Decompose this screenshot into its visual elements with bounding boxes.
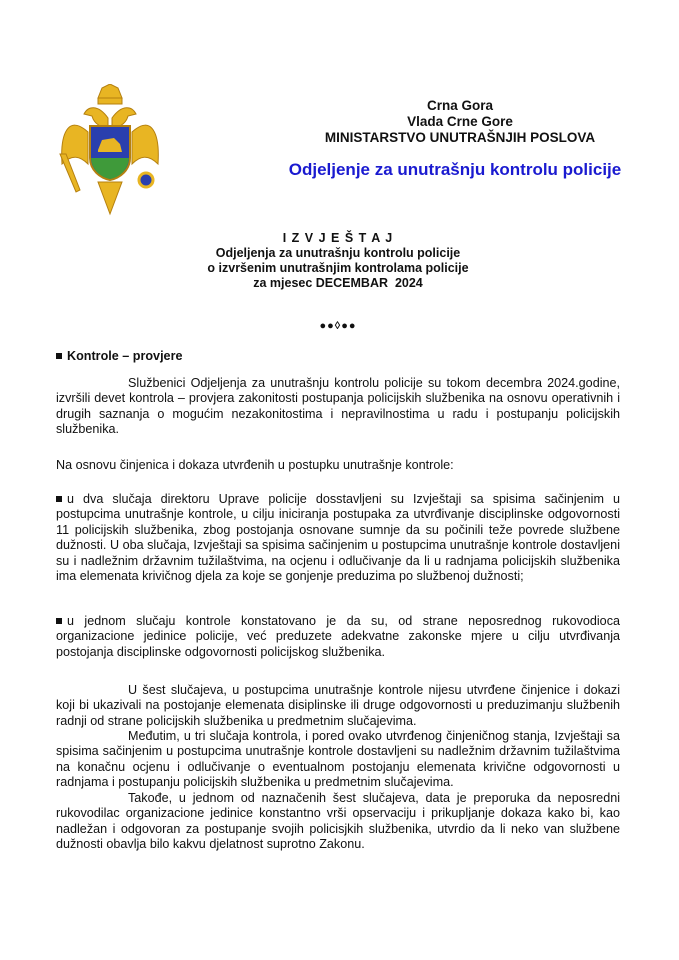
report-subtitle-1: Odjeljenja za unutrašnju kontrolu policije (215, 246, 461, 260)
bullet-square-icon (56, 618, 62, 624)
report-title-block (56, 231, 620, 291)
section-heading-text: Kontrole – provjere (67, 349, 183, 363)
section-heading (56, 349, 620, 364)
department-name: Odjeljenje za unutrašnju kontrolu policije (288, 160, 622, 179)
country-name: Crna Gora (426, 98, 494, 113)
paragraph-three-cases: Međutim, u tri slučaja kontrola, i pored ovako utvrđenog činjeničnog stanja, Izvještaji sa spisima sačinjenim u postupcima unutrašnje kontrole dostavljeni su nadležnim državnim tužilaštvima na konačnu ocjenu i odlučivanje o eventualnom postojanju elemenata krivične odgovornosti u radnjama i postupanju policijskih službenika u predmetnim slučajevima. (56, 729, 620, 790)
bullet-item-1-text: u dva slučaja direktoru Uprave policije dosstavljeni su Izvještaji sa spisima sačinjenim u postupcima unutrašnje kontrole, u cilju iniciranja postupaka za utvrđivanje disciplinske odgovornosti 11 policijskih službenika, zbog postojanja osnovane sumnje da su počinili teže povrede službene dužnosti. U oba slučaja, Izvještaji sa spisima sačinjenim u postupcima unutrašnje kontrole dostavljeni su i nadležnim državnim tužilaštvima, na ocjenu i odlučivanje da li u radnjama policijskih službenika ima elemenata krivičnog djela za koje se gonjenje preduzima po službenoj dužnosti; (56, 492, 620, 584)
bullet-square-icon (56, 353, 62, 359)
separator-ornament: ●●◊●● (319, 320, 357, 332)
bullet-item-2-text: u jednom slučaju kontrole konstatovano je da su, od strane neposrednog rukovodioca organizacione jedinice policije, već preduzete adekvatne zakonske mjere u cilju utvrđivanja postojanja disciplinske odgovornosti policijskog službenika. (56, 614, 620, 659)
paragraph-basis: Na osnovu činjenica i dokaza utvrđenih u postupku unutrašnje kontrole: (56, 458, 454, 472)
paragraph-recommendation: Takođe, u jednom od naznačenih šest slučajeva, data je preporuka da neposredni rukovodilac organizacione jedinice konstantno vrši opservaciju i prikupljanje dokaza kako bi, kao nadležan i odgovoran za postupanje svojih policisjkih službenika, utvrdio da li neko van službene dužnosti obavlja bilo kakvu djelatnost suprotno Zakonu. (56, 791, 620, 852)
report-subtitle-3: za mjesec DECEMBAR 2024 (253, 276, 423, 290)
report-subtitle-2: o izvršenim unutrašnjim kontrolama policije (207, 261, 469, 275)
government-name: Vlada Crne Gore (407, 114, 513, 129)
report-title: I Z V J E Š T A J (282, 231, 394, 245)
ministry-name: MINISTARSTVO UNUTRAŠNJIH POSLOVA (324, 130, 596, 145)
header-block (240, 98, 679, 146)
coat-of-arms-emblem (58, 84, 162, 216)
paragraph-intro: Službenici Odjeljenja za unutrašnju kontrolu policije su tokom decembra 2024.godine, izvršili devet kontrola – provjera zakonitosti postupanja policijskih službenika na osnovu operativnih i drugih saznanja o mogućim nezakonitostima i nepravilnostima u radu i postupanju policijskih službenika. (56, 376, 620, 437)
bullet-item-2 (56, 614, 620, 660)
paragraph-six-cases: U šest slučajeva, u postupcima unutrašnje kontrole nijesu utvrđene činjenice i dokazi koji bi ukazivali na postojanje elemenata disiplinske ili druge odgovornosti u preduzimanju službenih radnji od strane policijskih službenika u predmetnim slučajevima. (56, 683, 620, 728)
bullet-item-1 (56, 492, 620, 584)
bullet-square-icon (56, 496, 62, 502)
